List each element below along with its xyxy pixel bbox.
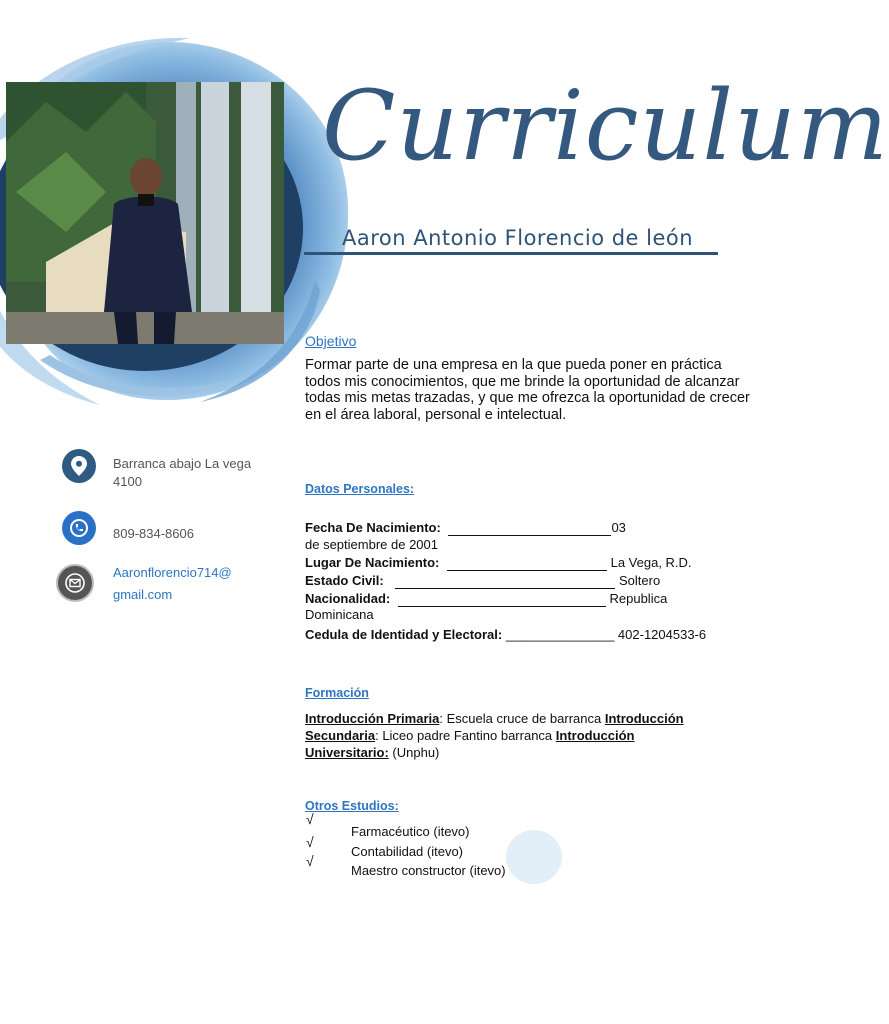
civil-status-value: Soltero <box>619 573 661 588</box>
person-name: Aaron Antonio Florencio de león <box>342 226 694 250</box>
study-item: Maestro constructor (itevo) <box>351 863 506 878</box>
birth-place-row <box>305 554 692 571</box>
check-icon: √ <box>306 853 314 869</box>
nationality-row <box>305 590 667 607</box>
study-item: Contabilidad (itevo) <box>351 844 464 859</box>
blank-line <box>447 558 607 571</box>
nationality-cont: Dominicana <box>305 607 374 622</box>
primary-label: Introducción Primaria <box>305 711 440 726</box>
blank-line <box>395 576 615 589</box>
birth-date-row <box>305 519 626 536</box>
objective-text: Formar parte de una empresa en la que pueda poner en práctica todos mis conocimientos, que me brinde la oportunidad de alcanzar todas mis metas trazadas, y que me ofrezca la oportunidad de crecer en el área laboral, personal e intelectual. <box>305 357 750 423</box>
birth-date-value: 03 <box>611 520 626 535</box>
objective-heading: Objetivo <box>305 333 357 349</box>
mail-icon <box>56 564 94 602</box>
id-label: Cedula de Identidad y Electoral: <box>305 627 503 642</box>
personal-data-heading: Datos Personales: <box>305 482 415 496</box>
birth-place-label: Lugar De Nacimiento: <box>305 555 440 570</box>
phone-number: 809-834-8606 <box>113 526 194 541</box>
other-studies-heading: Otros Estudios: <box>305 799 399 813</box>
address-text: Barranca abajo La vega 4100 <box>113 456 252 489</box>
birth-date-label: Fecha De Nacimiento: <box>305 520 441 535</box>
id-blank: _______________ <box>505 627 615 642</box>
university-label: Introducción Universitario: <box>305 728 635 760</box>
birth-date-cont: de septiembre de 2001 <box>305 537 438 552</box>
education-heading: Formación <box>305 686 369 700</box>
civil-status-row <box>305 572 660 589</box>
location-pin-icon <box>62 449 96 483</box>
id-row <box>305 626 706 643</box>
nationality-value: Republica <box>609 591 668 606</box>
email-line-2[interactable]: gmail.com <box>113 587 173 602</box>
study-item: Farmacéutico (itevo) <box>351 824 470 839</box>
document-title: Curriculum <box>322 70 889 182</box>
birth-place-value: La Vega, R.D. <box>610 555 692 570</box>
id-value: 402-1204533-6 <box>617 627 707 642</box>
phone-icon <box>62 511 96 545</box>
name-underline <box>304 252 718 255</box>
check-icon: √ <box>306 834 314 850</box>
email-line-1[interactable]: Aaronflorencio714@ <box>113 565 232 580</box>
profile-photo <box>6 82 284 344</box>
secondary-value: : Liceo padre Fantino barranca <box>375 728 556 743</box>
education-text <box>305 710 715 761</box>
decorative-circle <box>506 830 562 884</box>
check-icon: √ <box>306 811 314 827</box>
university-value: (Unphu) <box>388 745 440 760</box>
primary-value: : Escuela cruce de barranca <box>439 711 605 726</box>
email-link[interactable] <box>113 562 263 606</box>
civil-status-label: Estado Civil: <box>305 573 384 588</box>
nationality-label: Nacionalidad: <box>305 591 391 606</box>
secondary-label: Introducción Secundaria <box>305 711 684 743</box>
blank-line <box>448 523 611 536</box>
blank-line <box>398 594 606 607</box>
